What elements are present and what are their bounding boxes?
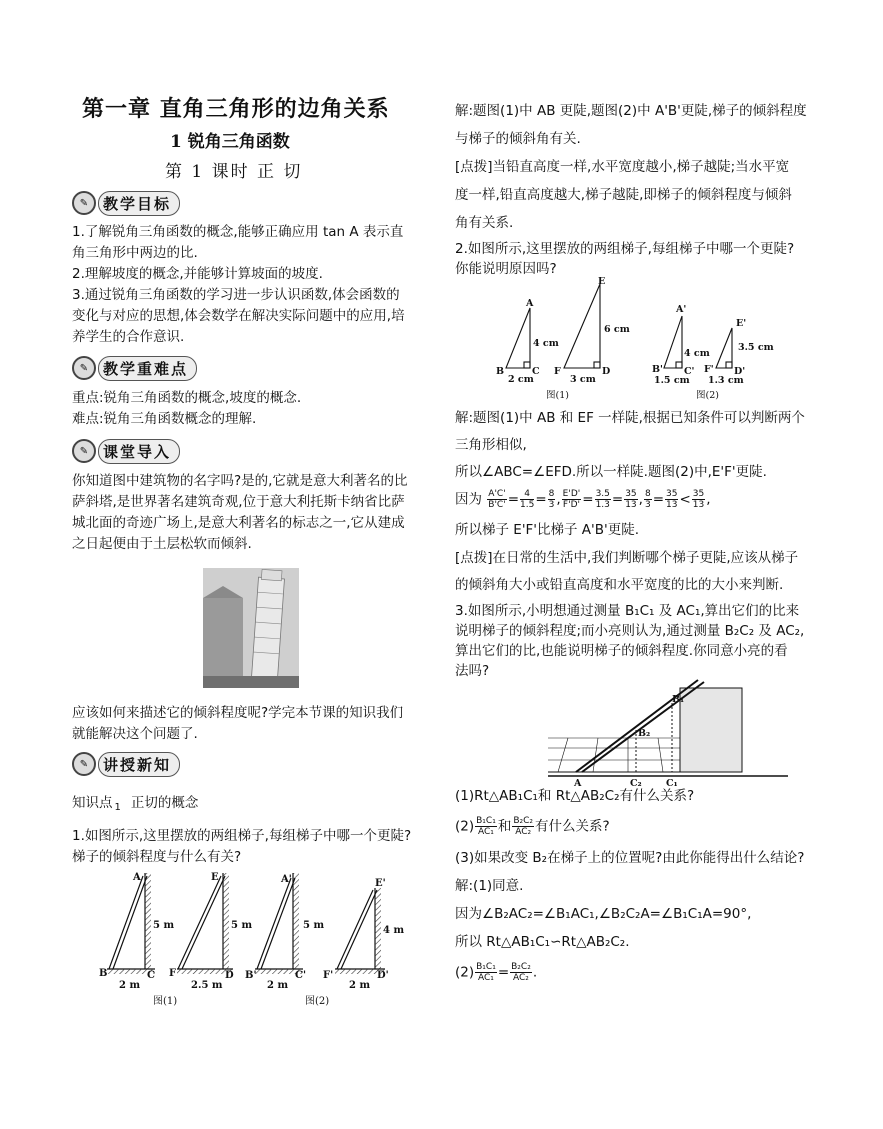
fig2-label: 4 cm — [533, 338, 559, 349]
goal-line: 变化与对应的思想,体会数学在解决实际问题中的应用,培 — [72, 308, 405, 324]
fig2-label: D' — [734, 366, 746, 377]
fig1-label: B — [99, 968, 108, 979]
section-badge-icon: ✎ — [72, 356, 96, 380]
knowledge-point: 知识点 $_1$ 正切的概念 — [72, 795, 199, 813]
answer-2-math: 因为 $\frac{A'C'}{B'C'}$ = $\frac{4}{1.5}$ = $\frac{8}{3}$ , $\frac{E'D'}{F'D'}$ = $\frac{3.5}{1.3}$ = $\frac{35}{13}$ , $\frac{8}{3}$ = $\frac{35}{13}$ < $\frac{35}{13}$ , — [455, 489, 711, 510]
question-3-line: 算出它们的比,也能说明梯子的倾斜程度.你同意小亮的看 — [455, 643, 788, 659]
fig1-label: D' — [377, 970, 389, 981]
section-header-goals: ✎ 教学目标 — [72, 191, 180, 215]
intro-line: 之日起便由于土层松软而倾斜. — [72, 536, 252, 552]
answer-2-line: 所以∠ABC=∠EFD.所以一样陡.题图(2)中,E'F'更陡. — [455, 464, 767, 480]
fraction: $\frac{35}{13}$ — [692, 489, 705, 510]
fig1-label: C' — [295, 970, 307, 981]
question-3-line: 法吗? — [455, 663, 490, 679]
intro-line: 城北面的奇迹广场上,是意大利著名的标志之一,它从建成 — [72, 515, 405, 531]
intro-line: 你知道图中建筑物的名字吗?是的,它就是意大利著名的比 — [72, 473, 408, 489]
fig2-label: 1.3 cm — [708, 375, 744, 386]
fraction: $\frac{8}{3}$ — [548, 489, 555, 510]
fig2-label: C' — [684, 366, 695, 377]
section-title: 1 锐角三角函数 — [170, 132, 290, 152]
fig3-label: C₁ — [666, 778, 678, 788]
fig2-label: C — [532, 366, 540, 377]
key-point: 重点:锐角三角函数的概念,坡度的概念. — [72, 390, 302, 406]
fig2-label: E — [598, 276, 606, 287]
tip-2-line: 的倾斜角大小或铅直高度和水平宽度的比的大小来判断. — [455, 577, 784, 593]
fig2-caption: 图(2) — [696, 390, 719, 401]
fig2-label: A' — [676, 304, 687, 315]
fig1-caption: 图(2) — [305, 996, 330, 1007]
fig2-label: 2 cm — [508, 374, 534, 385]
question-3-line: 说明梯子的倾斜程度;而小亮则认为,通过测量 B₂C₂ 及 AC₂, — [455, 623, 805, 639]
intro-line: 萨斜塔,是世界著名建筑奇观,位于意大利托斯卡纳省比萨 — [72, 494, 405, 510]
ladder-building-figure — [548, 678, 798, 788]
tip-1-line: 角有关系. — [455, 215, 514, 231]
fraction: $\frac{\text{B₁C₁}}{\text{AC₁}}$ — [476, 816, 496, 837]
fig2-label: 3 cm — [570, 374, 596, 385]
fig1-label: 5 m — [153, 920, 175, 931]
answer-3-line: 所以 Rt△AB₁C₁∽Rt△AB₂C₂. — [455, 934, 630, 950]
answer-2-line: 三角形相似, — [455, 437, 527, 453]
goal-line: 角三角形中两边的比. — [72, 245, 198, 261]
tip-1-line: [点拨]当铅直高度一样,水平宽度越小,梯子越陡;当水平宽 — [455, 159, 790, 175]
fig1-label: 4 m — [383, 925, 405, 936]
section-header-key: ✎ 教学重难点 — [72, 356, 197, 380]
section-header-intro: ✎ 课堂导入 — [72, 439, 180, 463]
fig1-label: 2 m — [349, 980, 371, 991]
tip-1-line: 度一样,铅直高度越大,梯子越陡,即梯子的倾斜程度与倾斜 — [455, 187, 792, 203]
chapter-title: 第一章 直角三角形的边角关系 — [82, 96, 390, 122]
fraction: $\frac{35}{13}$ — [666, 489, 678, 510]
fig2-label: 3.5 cm — [738, 342, 774, 353]
question-1-line: 梯子的倾斜程度与什么有关? — [72, 849, 242, 865]
question-3-part: (2) $\frac{\text{B₁C₁}}{\text{AC₁}}$ 和 $\frac{\text{B₂C₂}}{\text{AC₂}}$ 有什么关系? — [455, 816, 610, 837]
answer-3-line: 解:(1)同意. — [455, 878, 524, 894]
goal-line: 养学生的合作意识. — [72, 329, 185, 345]
fraction: $\frac{A'C'}{B'C'}$ — [488, 489, 506, 510]
fraction: $\frac{4}{1.5}$ — [520, 489, 535, 510]
goal-line: 2.理解坡度的概念,并能够计算坡面的坡度. — [72, 266, 323, 282]
fig2-label: A — [526, 298, 534, 309]
goal-line: 1.了解锐角三角函数的概念,能够正确应用 tan A 表示直 — [72, 224, 404, 240]
fig1-caption: 图(1) — [153, 996, 178, 1007]
fraction: $\frac{E'D'}{F'D'}$ — [562, 489, 581, 510]
fig1-label: 5 m — [303, 920, 325, 931]
fraction: $\frac{35}{13}$ — [625, 489, 637, 510]
answer-1-line: 与梯子的倾斜角有关. — [455, 131, 581, 147]
fig1-label: A' — [281, 874, 292, 885]
section-header-teach: ✎ 讲授新知 — [72, 752, 180, 776]
fig3-label: B₂ — [638, 728, 651, 739]
ladder-figure-1 — [95, 868, 425, 1013]
fig1-label: B' — [245, 970, 257, 981]
answer-1-line: 解:题图(1)中 AB 更陡,题图(2)中 A'B'更陡,梯子的倾斜程度 — [455, 103, 807, 119]
triangle-figure-2 — [488, 276, 788, 401]
answer-2-line: 所以梯子 E'F'比梯子 A'B'更陡. — [455, 522, 640, 538]
fig2-label: 4 cm — [684, 348, 710, 359]
tip-2-line: [点拨]在日常的生活中,我们判断哪个梯子更陡,应该从梯子 — [455, 550, 799, 566]
fig1-label: D — [225, 970, 234, 981]
fraction: $\frac{8}{3}$ — [644, 489, 651, 510]
section-badge-icon: ✎ — [72, 752, 96, 776]
fraction: $\frac{\text{B₂C₂}}{\text{AC₂}}$ — [511, 962, 531, 983]
fig2-label: F — [554, 366, 561, 377]
section-badge-icon: ✎ — [72, 439, 96, 463]
lesson-title: 第 1 课时 正 切 — [165, 162, 303, 182]
question-3-line: 3.如图所示,小明想通过测量 B₁C₁ 及 AC₁,算出它们的比来 — [455, 603, 800, 619]
fig1-label: F — [169, 968, 177, 979]
question-3-part: (1)Rt△AB₁C₁和 Rt△AB₂C₂有什么关系? — [455, 788, 695, 804]
fig2-label: F' — [704, 364, 714, 375]
fig2-label: 1.5 cm — [654, 375, 690, 386]
fig2-label: 6 cm — [604, 324, 630, 335]
fig2-label: E' — [736, 318, 747, 329]
fig3-label: C₂ — [630, 778, 642, 788]
answer-3-math: (2) $\frac{\text{B₁C₁}}{\text{AC₁}}$ = $\frac{\text{B₂C₂}}{\text{AC₂}}$ . — [455, 962, 538, 983]
section-badge-icon: ✎ — [72, 191, 96, 215]
tower-illustration — [203, 568, 299, 688]
leaning-tower-photo — [203, 568, 299, 688]
answer-2-line: 解:题图(1)中 AB 和 EF 一样陡,根据已知条件可以判断两个 — [455, 410, 805, 426]
question-2-line: 你能说明原因吗? — [455, 261, 557, 277]
fig1-label: 2 m — [267, 980, 289, 991]
key-point: 难点:锐角三角函数概念的理解. — [72, 411, 257, 427]
fraction: $\frac{\text{B₁C₁}}{\text{AC₁}}$ — [476, 962, 496, 983]
after-image-line: 应该如何来描述它的倾斜程度呢?学完本节课的知识我们 — [72, 705, 404, 721]
fraction: $\frac{\text{B₂C₂}}{\text{AC₂}}$ — [513, 816, 533, 837]
fig3-label: A — [574, 778, 582, 788]
fig2-label: D — [602, 366, 611, 377]
fig1-label: C — [147, 970, 155, 981]
fig1-label: 2 m — [119, 980, 141, 991]
fig2-label: B' — [652, 364, 663, 375]
fig2-label: B — [496, 366, 505, 377]
fig1-label: 2.5 m — [191, 980, 223, 991]
fig1-label: 5 m — [231, 920, 253, 931]
fig1-label: F' — [323, 970, 334, 981]
question-1-line: 1.如图所示,这里摆放的两组梯子,每组梯子中哪一个更陡? — [72, 828, 412, 844]
question-3-part: (3)如果改变 B₂在梯子上的位置呢?由此你能得出什么结论? — [455, 850, 805, 866]
fraction: $\frac{3.5}{1.3}$ — [595, 489, 610, 510]
goal-line: 3.通过锐角三角函数的学习进一步认识函数,体会函数的 — [72, 287, 400, 303]
after-image-line: 就能解决这个问题了. — [72, 726, 198, 742]
fig2-caption: 图(1) — [546, 390, 569, 401]
fig1-label: A — [133, 872, 141, 883]
fig1-label: E — [211, 872, 219, 883]
answer-3-line: 因为∠B₂AC₂=∠B₁AC₁,∠B₂C₂A=∠B₁C₁A=90°, — [455, 906, 752, 922]
question-2-line: 2.如图所示,这里摆放的两组梯子,每组梯子中哪一个更陡? — [455, 241, 795, 257]
fig1-label: E' — [375, 878, 386, 889]
fig3-label: B₁ — [672, 694, 685, 705]
